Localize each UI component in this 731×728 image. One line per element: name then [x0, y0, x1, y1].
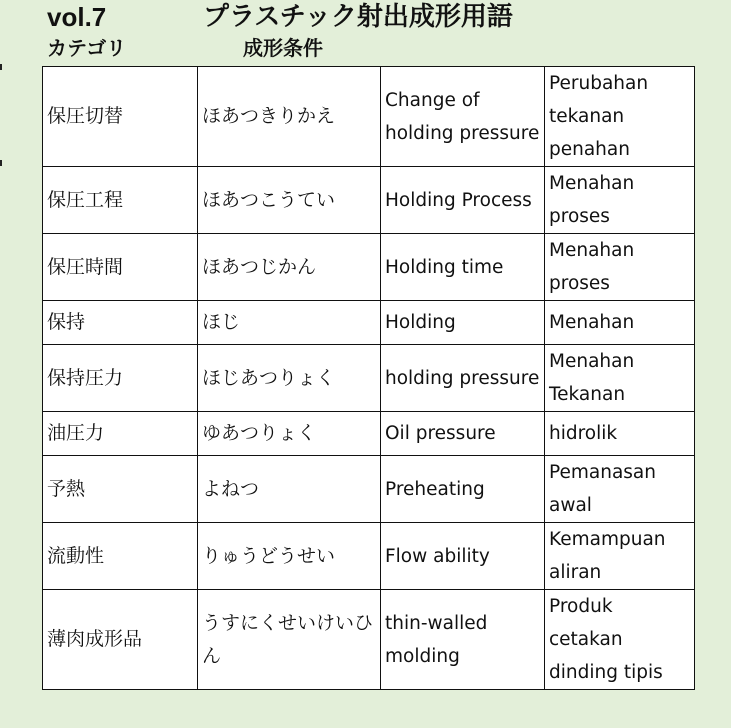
term-reading: うすにくせいけいひん — [198, 590, 381, 690]
term-english: Change of holding pressure — [381, 67, 545, 167]
term-japanese: 保持 — [43, 301, 198, 345]
term-indonesian: Pemanasan awal — [545, 456, 695, 523]
term-reading: ほじ — [198, 301, 381, 345]
term-indonesian: Menahan — [545, 301, 695, 345]
table-row — [43, 167, 695, 234]
term-english: Preheating — [381, 456, 545, 523]
term-english: Flow ability — [381, 523, 545, 590]
term-japanese: 流動性 — [43, 523, 198, 590]
term-japanese: 保圧時間 — [43, 234, 198, 301]
term-reading: りゅうどうせい — [198, 523, 381, 590]
term-indonesian: Perubahan tekanan penahan — [545, 67, 695, 167]
term-reading: ほあつきりかえ — [198, 67, 381, 167]
table-row — [43, 590, 695, 690]
table-row — [43, 67, 695, 167]
term-japanese: 保持圧力 — [43, 345, 198, 412]
category-value: 成形条件 — [243, 36, 323, 60]
term-reading: ゆあつりょく — [198, 412, 381, 456]
term-reading: ほあつこうてい — [198, 167, 381, 234]
term-japanese: 油圧力 — [43, 412, 198, 456]
term-indonesian: Menahan Tekanan — [545, 345, 695, 412]
term-reading: ほじあつりょく — [198, 345, 381, 412]
term-indonesian: Menahan proses — [545, 234, 695, 301]
term-english: holding pressure — [381, 345, 545, 412]
table-row — [43, 456, 695, 523]
term-english: thin-walled molding — [381, 590, 545, 690]
glossary-table — [42, 66, 695, 690]
edge-mark-bottom — [0, 160, 2, 166]
category-label: カテゴリ — [47, 36, 127, 60]
term-indonesian: Produk cetakan dinding tipis — [545, 590, 695, 690]
page-title: プラスチック射出成形用語 — [203, 2, 513, 32]
table-row — [43, 412, 695, 456]
term-indonesian: hidrolik — [545, 412, 695, 456]
table-row — [43, 523, 695, 590]
term-english: Holding time — [381, 234, 545, 301]
volume-number: vol.7 — [47, 2, 107, 32]
term-japanese: 保圧切替 — [43, 67, 198, 167]
term-english: Holding — [381, 301, 545, 345]
term-reading: よねつ — [198, 456, 381, 523]
term-english: Oil pressure — [381, 412, 545, 456]
term-indonesian: Menahan proses — [545, 167, 695, 234]
term-indonesian: Kemampuan aliran — [545, 523, 695, 590]
table-row — [43, 345, 695, 412]
term-english: Holding Process — [381, 167, 545, 234]
term-japanese: 薄肉成形品 — [43, 590, 198, 690]
table-row — [43, 234, 695, 301]
term-japanese: 予熱 — [43, 456, 198, 523]
term-reading: ほあつじかん — [198, 234, 381, 301]
table-row — [43, 301, 695, 345]
term-japanese: 保圧工程 — [43, 167, 198, 234]
edge-mark-top — [0, 64, 2, 70]
